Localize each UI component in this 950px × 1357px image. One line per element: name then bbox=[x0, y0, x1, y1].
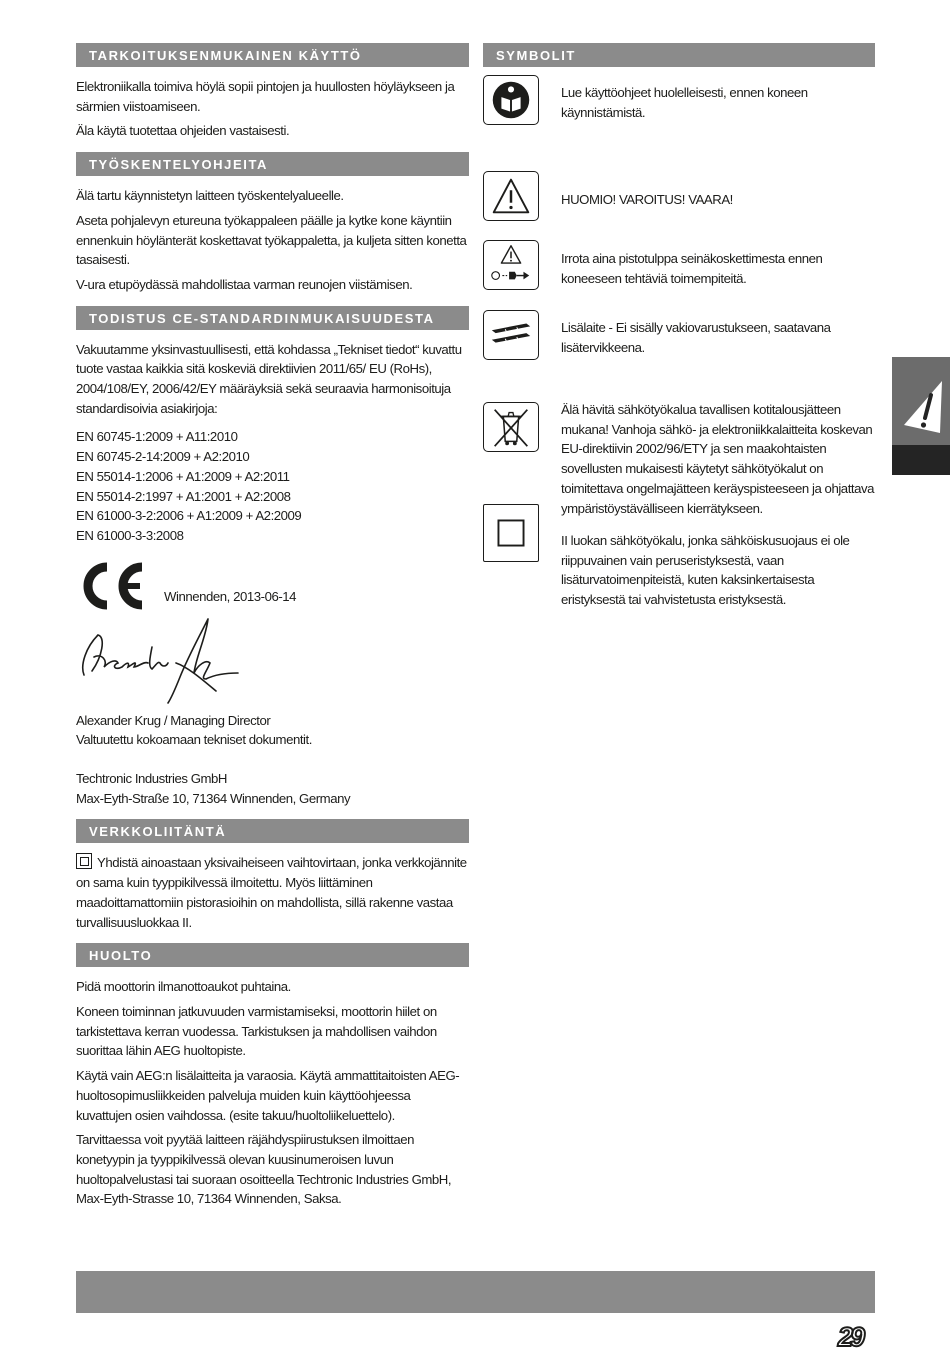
section-heading-intended-use: TARKOITUKSENMUKAINEN KÄYTTÖ bbox=[76, 43, 469, 67]
paragraph: V-ura etupöydässä mahdollistaa varman reunojen viistämisen. bbox=[76, 276, 413, 292]
paragraph: Äla käytä tuotettaa ohjeiden vastaisesti. bbox=[76, 123, 290, 139]
warning-tab-icon bbox=[894, 375, 946, 437]
paragraph: Pidä moottorin ilmanottoaukot puhtaina. bbox=[76, 979, 291, 995]
symbol-text: HUOMIO! VAROITUS! VAARA! bbox=[561, 192, 733, 207]
section-heading-ce-declaration: TODISTUS CE-STANDARDINMUKAISUUDESTA bbox=[76, 306, 469, 330]
footer-band bbox=[76, 1271, 875, 1313]
paragraph bbox=[76, 853, 469, 932]
section-heading-working-instructions: TYÖSKENTELYOHJEITA bbox=[76, 152, 469, 176]
class-ii-small-icon bbox=[76, 853, 92, 869]
planer-blades-icon bbox=[483, 310, 539, 360]
class-ii-icon bbox=[483, 504, 539, 562]
paragraph: Koneen toiminnan jatkuvuuden varmistamiseksi, moottorin hiilet on tarkistettava kerran vuodessa. Tarkistuksen ja mahdollisen vaihdon suorittaa lähin AEG huoltopiste. bbox=[76, 1003, 437, 1059]
declaration-date: Winnenden, 2013-06-14 bbox=[164, 588, 297, 604]
paragraph: Vakuutamme yksinvastuullisesti, että kohdassa „Tekniset tiedot“ kuvattu tuote vastaa kaikkia sitä koskeviä direktiivien 2011/65/ EU (RoHs), 2004/108/EY, 2006/42/EY määräyksiä sekä seuraavia harmonisoituja standardisoivia asiakirjoja: bbox=[76, 341, 462, 416]
paragraph: Tarvittaessa voit pyytää laitteen räjähdyspiirustuksen ilmoittaen konetyypin ja tyyppikilvessä olevan kuusinumeroisen luvun huoltopalvelustasi tai suoraan osoitteella Techtronic Industries GmbH, Max-Eyth-Strasse 10, 71364 Winnenden, Saksa. bbox=[76, 1132, 452, 1207]
mains-connection-text: Yhdistä ainoastaan yksivaiheiseen vaihtovirtaan, jonka verkkojännite on sama kuin tyyppikilvessä ilmoitettu. Myös liittäminen maadoittamattomiin pistorasioihin on mahdollista, sillä rakenne vastaa turvallisuusluokkaa II. bbox=[76, 855, 467, 930]
symbol-text: Lisälaite - Ei sisälly vakiovarustukseen, saatavana lisätervikkeena. bbox=[561, 320, 831, 355]
paragraph: Elektroniikalla toimiva höylä sopii pintojen ja huullosten höyläykseen ja särmien viistoamiseen. bbox=[76, 79, 455, 114]
side-tab-dark-band bbox=[892, 445, 950, 475]
symbol-text: II luokan sähkötyökalu, jonka sähköiskusuojaus ei ole riippuvainen vain peruseristyksestä, vaan lisäturvatoimenpiteistä, kuten kaksinkertaisesta eristyksestä tai vahvistetusta eristyksestä. bbox=[561, 533, 850, 608]
company-address: Techtronic Industries GmbH Max-Eyth-Straße 10, 71364 Winnenden, Germany bbox=[76, 771, 351, 806]
symbol-text: Irrota aina pistotulppa seinäkoskettimesta ennen koneeseen tehtäviä toimempiteitä. bbox=[561, 251, 823, 286]
standards-list: EN 60745-1:2009 + A11:2010 EN 60745-2-14:2009 + A2:2010 EN 55014-1:2006 + A1:2009 + A2:2011 EN 55014-2:1997 + A1:2001 + A2:2008 EN 61000-3-2:2006 + A1:2009 + A2:2009 EN 61000-3-3:2008 bbox=[76, 429, 302, 543]
read-manual-icon bbox=[483, 75, 539, 125]
left-column bbox=[76, 43, 469, 1214]
side-warning-tab bbox=[892, 357, 950, 475]
signer-name: Alexander Krug / Managing Director Valtuutettu kokoamaan tekniset dokumentit. bbox=[76, 712, 312, 748]
section-heading-mains-connection: VERKKOLIITÄNTÄ bbox=[76, 819, 469, 843]
symbol-text: Älä hävitä sähkötyökalua tavallisen kotitalousjätteen mukana! Vanhoja sähkö- ja elektroniikkalaitteita koskevan EU-direktiivin 2002/96/ETY ja sen maakohtaisten sovellusten mukaisesti käytetyt sähkötyökalut on toimitettava ongelmajätteen keräyspisteeseen ja ohjattava ympäristöystävälliseen kierrätykseen. bbox=[561, 402, 875, 516]
right-column bbox=[483, 43, 875, 608]
paragraph: Aseta pohjalevyn etureuna työkappaleen päälle ja kytke kone käyntiin ennenkuin höylänterät koskettavat työkappaletta, ja kuljeta sitten konetta tasaisesti. bbox=[76, 212, 467, 268]
warning-icon bbox=[483, 171, 539, 221]
weee-bin-icon bbox=[483, 402, 539, 452]
section-heading-maintenance: HUOLTO bbox=[76, 943, 469, 967]
section-heading-symbols: SYMBOLIT bbox=[483, 43, 875, 67]
page-number: 29 bbox=[838, 1322, 863, 1352]
unplug-warning-icon bbox=[483, 240, 539, 290]
ce-mark-icon bbox=[76, 561, 148, 611]
ce-declaration-row bbox=[76, 561, 469, 631]
symbol-text: Lue käyttöohjeet huolellеisesti, ennen koneen käynnistämistä. bbox=[561, 85, 808, 120]
paragraph: Käytä vain AEG:n lisälaitteita ja varaosia. Käytä ammattitaitoisten AEG-huoltosopimusliikkeiden palveluja muiden kuin käyttöohjeessa kuvattujen osien vaihdossa. (esite takuu/huoltoliikeluettelo). bbox=[76, 1068, 460, 1123]
paragraph: Älä tartu käynnistetyn laitteen työskentelyalueelle. bbox=[76, 188, 344, 204]
